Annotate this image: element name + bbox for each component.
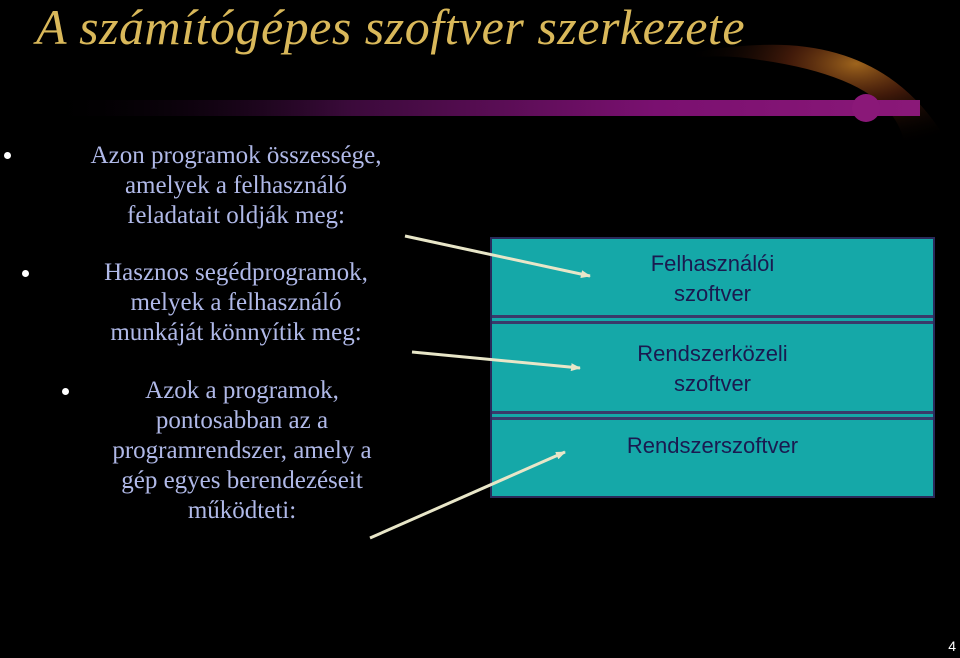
arrow-to-system-software	[370, 452, 565, 538]
layer-label-line: Rendszerszoftver	[626, 433, 799, 458]
layer-label-line: Felhasználói	[650, 251, 775, 276]
bullet-line: amelyek a felhasználó	[124, 172, 348, 199]
layer-label-line: szoftver	[673, 281, 752, 306]
bullet-line: programrendszer, amely a	[112, 437, 372, 464]
page-number: 4	[948, 638, 956, 654]
bullet-line: gép egyes berendezéseit	[121, 467, 363, 494]
bullet-line: Hasznos segédprogramok,	[104, 259, 368, 286]
slide-title: A számítógépes szoftver szerkezete	[36, 0, 746, 55]
bullet-line: feladatait oldják meg:	[127, 202, 345, 229]
bullet-line: munkáját könnyítik meg:	[110, 319, 362, 346]
bullet-line: Azok a programok,	[145, 377, 339, 404]
arrow-to-user-software	[405, 236, 590, 276]
layer-label-line: szoftver	[673, 371, 752, 396]
bullet-line: melyek a felhasználó	[130, 289, 342, 316]
arrow-to-system-near-software	[412, 352, 580, 368]
bullet-line: pontosabban az a	[155, 407, 329, 434]
layer-label-line: Rendszerközeli	[637, 341, 788, 366]
bullet-line: működteti:	[187, 497, 297, 524]
bullet-line: Azon programok összessége,	[90, 142, 382, 169]
